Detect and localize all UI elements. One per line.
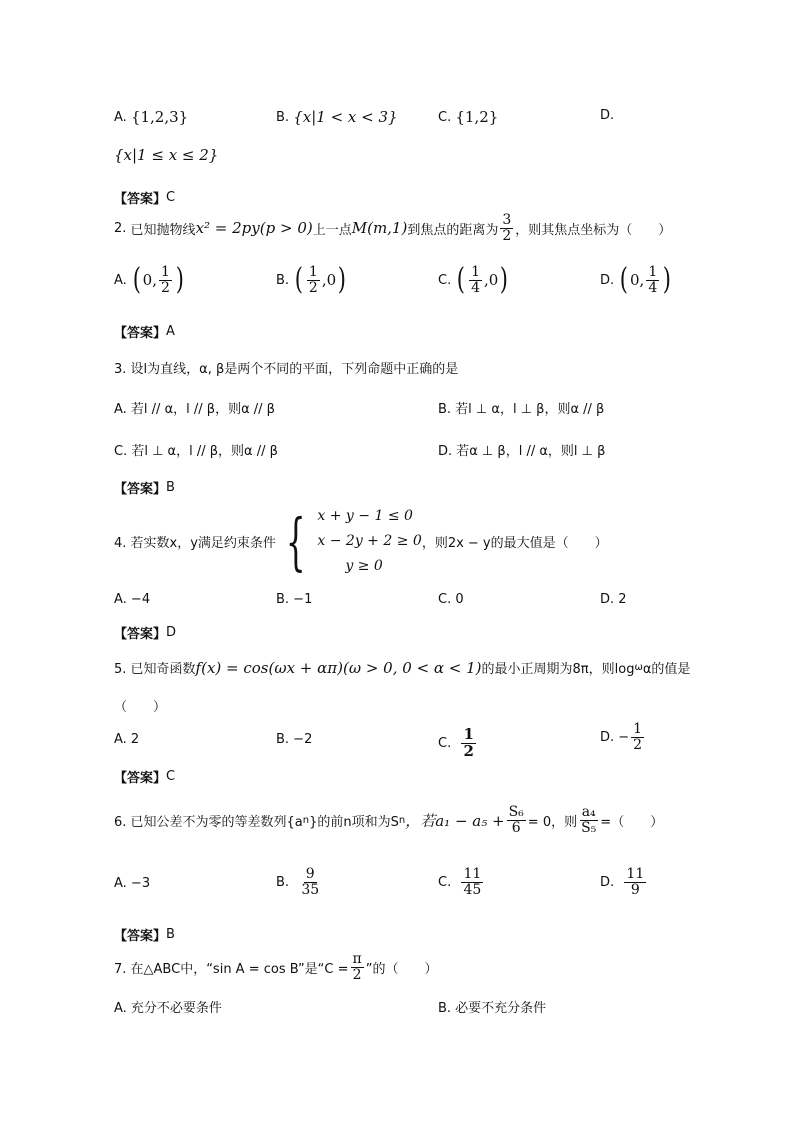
- option-text: B. −1: [276, 592, 313, 607]
- q3-option-c: [114, 440, 278, 459]
- subscript: n: [302, 814, 310, 826]
- numerator: π: [352, 951, 362, 967]
- constraint-row: x + y − 1 ≤ 0: [317, 508, 413, 524]
- q2-option-b: [276, 262, 348, 298]
- numerator: 9: [305, 866, 315, 882]
- q5-stem: [114, 658, 690, 677]
- left-paren: (: [457, 262, 466, 298]
- q6-option-c: [438, 867, 485, 897]
- numerator: 3: [502, 212, 512, 228]
- denominator: 2: [352, 966, 362, 983]
- numerator: 11: [626, 866, 645, 882]
- stem-text: 到焦点的距离为: [407, 222, 499, 238]
- numerator: 1: [160, 264, 170, 280]
- stem-text: 5. 已知奇函数: [114, 662, 196, 677]
- stem-text: }的前n项和为S: [309, 814, 399, 830]
- option-text: B. −2: [276, 732, 313, 747]
- answer-value: A: [166, 324, 175, 339]
- option-label: B.: [276, 272, 290, 288]
- question-number: 2.: [114, 220, 127, 236]
- answer-tag: 【答案】: [114, 627, 167, 642]
- q2-option-d: [600, 262, 673, 298]
- stem-text: 4. 若实数x，y满足约束条件: [114, 536, 276, 551]
- right-paren: ): [337, 262, 347, 298]
- denominator: 9: [630, 881, 640, 898]
- q2-option-c: [438, 262, 510, 298]
- option-math: {1,2,3}: [130, 108, 189, 126]
- stem-text: 的最小正周期为8π，则log: [481, 662, 635, 677]
- option-label: D. −: [600, 729, 630, 745]
- option-text: C. 若l ⊥ α，l // β，则α // β: [114, 444, 278, 459]
- option-text: A. −4: [114, 592, 151, 607]
- denominator: 35: [301, 881, 320, 898]
- stem-text: =（ ）: [600, 814, 664, 830]
- q3-option-a: [114, 398, 275, 417]
- denominator: 4: [471, 279, 480, 296]
- denominator: 4: [648, 279, 658, 296]
- fraction: [351, 952, 364, 982]
- q2-answer: [114, 322, 175, 341]
- left-paren: (: [620, 262, 629, 298]
- subscript: ω: [634, 662, 643, 673]
- option-label: D.: [600, 874, 615, 890]
- option-label: B.: [276, 109, 290, 125]
- answer-tag: 【答案】: [114, 929, 167, 944]
- q5-option-b: [276, 732, 312, 747]
- answer-tag: 【答案】: [114, 482, 167, 497]
- q3-stem: [114, 358, 458, 377]
- option-math: {x|1 < x < 3}: [293, 108, 398, 126]
- answer-tag: 【答案】: [114, 192, 167, 207]
- q5-option-a: [114, 732, 139, 747]
- q4-option-b: [276, 592, 312, 607]
- denominator: 6: [511, 819, 521, 836]
- q4-option-a: [114, 592, 150, 607]
- denominator: 2: [463, 741, 474, 760]
- q2-stem: [114, 213, 671, 243]
- numerator: 1: [308, 264, 318, 280]
- fraction: [579, 805, 598, 835]
- constraint-rows: [317, 504, 421, 579]
- option-label: C.: [438, 272, 452, 288]
- q7-stem: [114, 952, 437, 982]
- q3-option-d: [438, 440, 605, 459]
- denominator: 2: [633, 736, 643, 753]
- answer-tag: 【答案】: [114, 771, 167, 786]
- numerator: S₆: [508, 804, 524, 820]
- q6-stem: [114, 805, 663, 835]
- right-paren: ): [175, 262, 184, 298]
- answer-value: B: [166, 927, 175, 942]
- fraction: [307, 265, 320, 295]
- stem-text: （ ）: [114, 700, 167, 715]
- option-text: B. 必要不充分条件: [438, 1001, 547, 1016]
- option-label: C.: [438, 874, 452, 890]
- constraint-row: x − 2y + 2 ≥ 0: [317, 533, 422, 549]
- option-label: C.: [438, 735, 452, 751]
- left-paren: (: [132, 262, 141, 298]
- stem-math: x² = 2py(p > 0): [195, 219, 313, 238]
- option-text: A. 2: [114, 732, 140, 747]
- numerator: a₄: [581, 804, 596, 820]
- stem-text: ，则2x − y的最大值是（ ）: [421, 536, 608, 551]
- fraction: [299, 867, 321, 897]
- option-label: C.: [438, 109, 452, 125]
- q4-answer: [114, 623, 176, 642]
- fraction: [631, 722, 644, 752]
- fraction: [159, 265, 172, 295]
- option-math: ,0: [484, 271, 499, 290]
- option-text: A. 充分不必要条件: [114, 1001, 222, 1016]
- option-text: A. −3: [114, 876, 151, 891]
- denominator: 2: [308, 279, 318, 296]
- right-paren: ): [500, 262, 509, 298]
- option-text: C. 0: [438, 592, 464, 607]
- q5-option-c: [438, 727, 478, 760]
- fraction: [461, 867, 483, 897]
- fraction: [646, 265, 659, 295]
- q1-option-a: [114, 108, 188, 126]
- constraint-system: [276, 504, 422, 579]
- option-math: 0,: [142, 271, 157, 290]
- q7-option-b: [438, 997, 546, 1016]
- answer-value: B: [166, 480, 175, 495]
- denominator: 2: [502, 227, 512, 244]
- q4-option-c: [438, 592, 464, 607]
- q1-option-c: [438, 108, 498, 126]
- q4-stem: [114, 504, 608, 579]
- fraction: [469, 265, 482, 295]
- option-label: D.: [600, 272, 615, 288]
- stem-text: = 0，则: [527, 814, 578, 830]
- answer-value: C: [166, 190, 176, 205]
- numerator: 1: [648, 264, 658, 280]
- option-math: {x|1 ≤ x ≤ 2}: [114, 146, 219, 164]
- stem-math: ，若a₁ − a₅ +: [405, 811, 505, 830]
- left-brace: {: [285, 504, 306, 578]
- q1-answer: [114, 188, 175, 207]
- q6-answer: [114, 925, 175, 944]
- answer-value: D: [166, 625, 177, 640]
- option-text: D. 若α ⊥ β，l // α，则l ⊥ β: [438, 444, 606, 459]
- option-label: A.: [114, 272, 127, 288]
- denominator: S₅: [581, 819, 597, 836]
- q1-option-b: [276, 108, 398, 126]
- q1-option-d-content: [114, 146, 218, 164]
- stem-text: ，则其焦点坐标为（ ）: [515, 222, 672, 238]
- stem-math: f(x) = cos(ωx + απ)(ω > 0, 0 < α < 1): [195, 658, 482, 677]
- q5-answer: [114, 767, 175, 786]
- option-label: A.: [114, 109, 127, 125]
- q6-option-d: [600, 867, 648, 897]
- stem-text: 6. 已知公差不为零的等差数列{a: [114, 814, 303, 830]
- q5-option-d: [600, 722, 646, 752]
- option-text: D. 2: [600, 592, 627, 607]
- option-label: D.: [600, 108, 615, 123]
- fraction: [507, 805, 526, 835]
- right-paren: ): [663, 262, 672, 298]
- option-math: 0,: [630, 271, 645, 290]
- denominator: 2: [160, 279, 170, 296]
- option-text: A. 若l // α，l // β，则α // β: [114, 402, 275, 417]
- stem-text: ”的（ ）: [365, 961, 438, 977]
- subscript: n: [398, 814, 406, 826]
- q1-option-d: [600, 108, 614, 123]
- answer-tag: 【答案】: [114, 326, 167, 341]
- stem-text: 上一点: [312, 222, 352, 238]
- numerator: 1: [633, 721, 643, 737]
- left-paren: (: [294, 262, 304, 298]
- q3-option-b: [438, 398, 604, 417]
- option-math: ,0: [321, 271, 337, 290]
- fraction: [624, 867, 646, 897]
- q7-option-a: [114, 997, 222, 1016]
- denominator: 45: [463, 881, 482, 898]
- stem-math: M(m,1): [351, 219, 408, 238]
- fraction: [500, 213, 513, 243]
- q2-option-a: [114, 262, 186, 298]
- q3-answer: [114, 478, 175, 497]
- numerator: 1: [471, 264, 480, 280]
- stem-text: 7. 在△ABC中，“sin A = cos B”是“C =: [114, 961, 349, 977]
- answer-value: C: [166, 769, 176, 784]
- q6-option-b: [276, 867, 323, 897]
- q5-stem-paren: [114, 696, 166, 715]
- stem-text: α的值是: [642, 662, 691, 677]
- numerator: 11: [463, 866, 482, 882]
- q6-option-a: [114, 876, 150, 891]
- option-label: B.: [276, 874, 290, 890]
- option-text: B. 若l ⊥ α，l ⊥ β，则α // β: [438, 402, 605, 417]
- stem-text: 3. 设l为直线，α, β是两个不同的平面，下列命题中正确的是: [114, 362, 459, 377]
- fraction: [461, 727, 475, 760]
- numerator: 1: [463, 725, 474, 743]
- constraint-row: y ≥ 0: [345, 558, 383, 574]
- option-math: {1,2}: [455, 108, 499, 126]
- q4-option-d: [600, 592, 627, 607]
- stem-text: 已知抛物线: [130, 222, 196, 238]
